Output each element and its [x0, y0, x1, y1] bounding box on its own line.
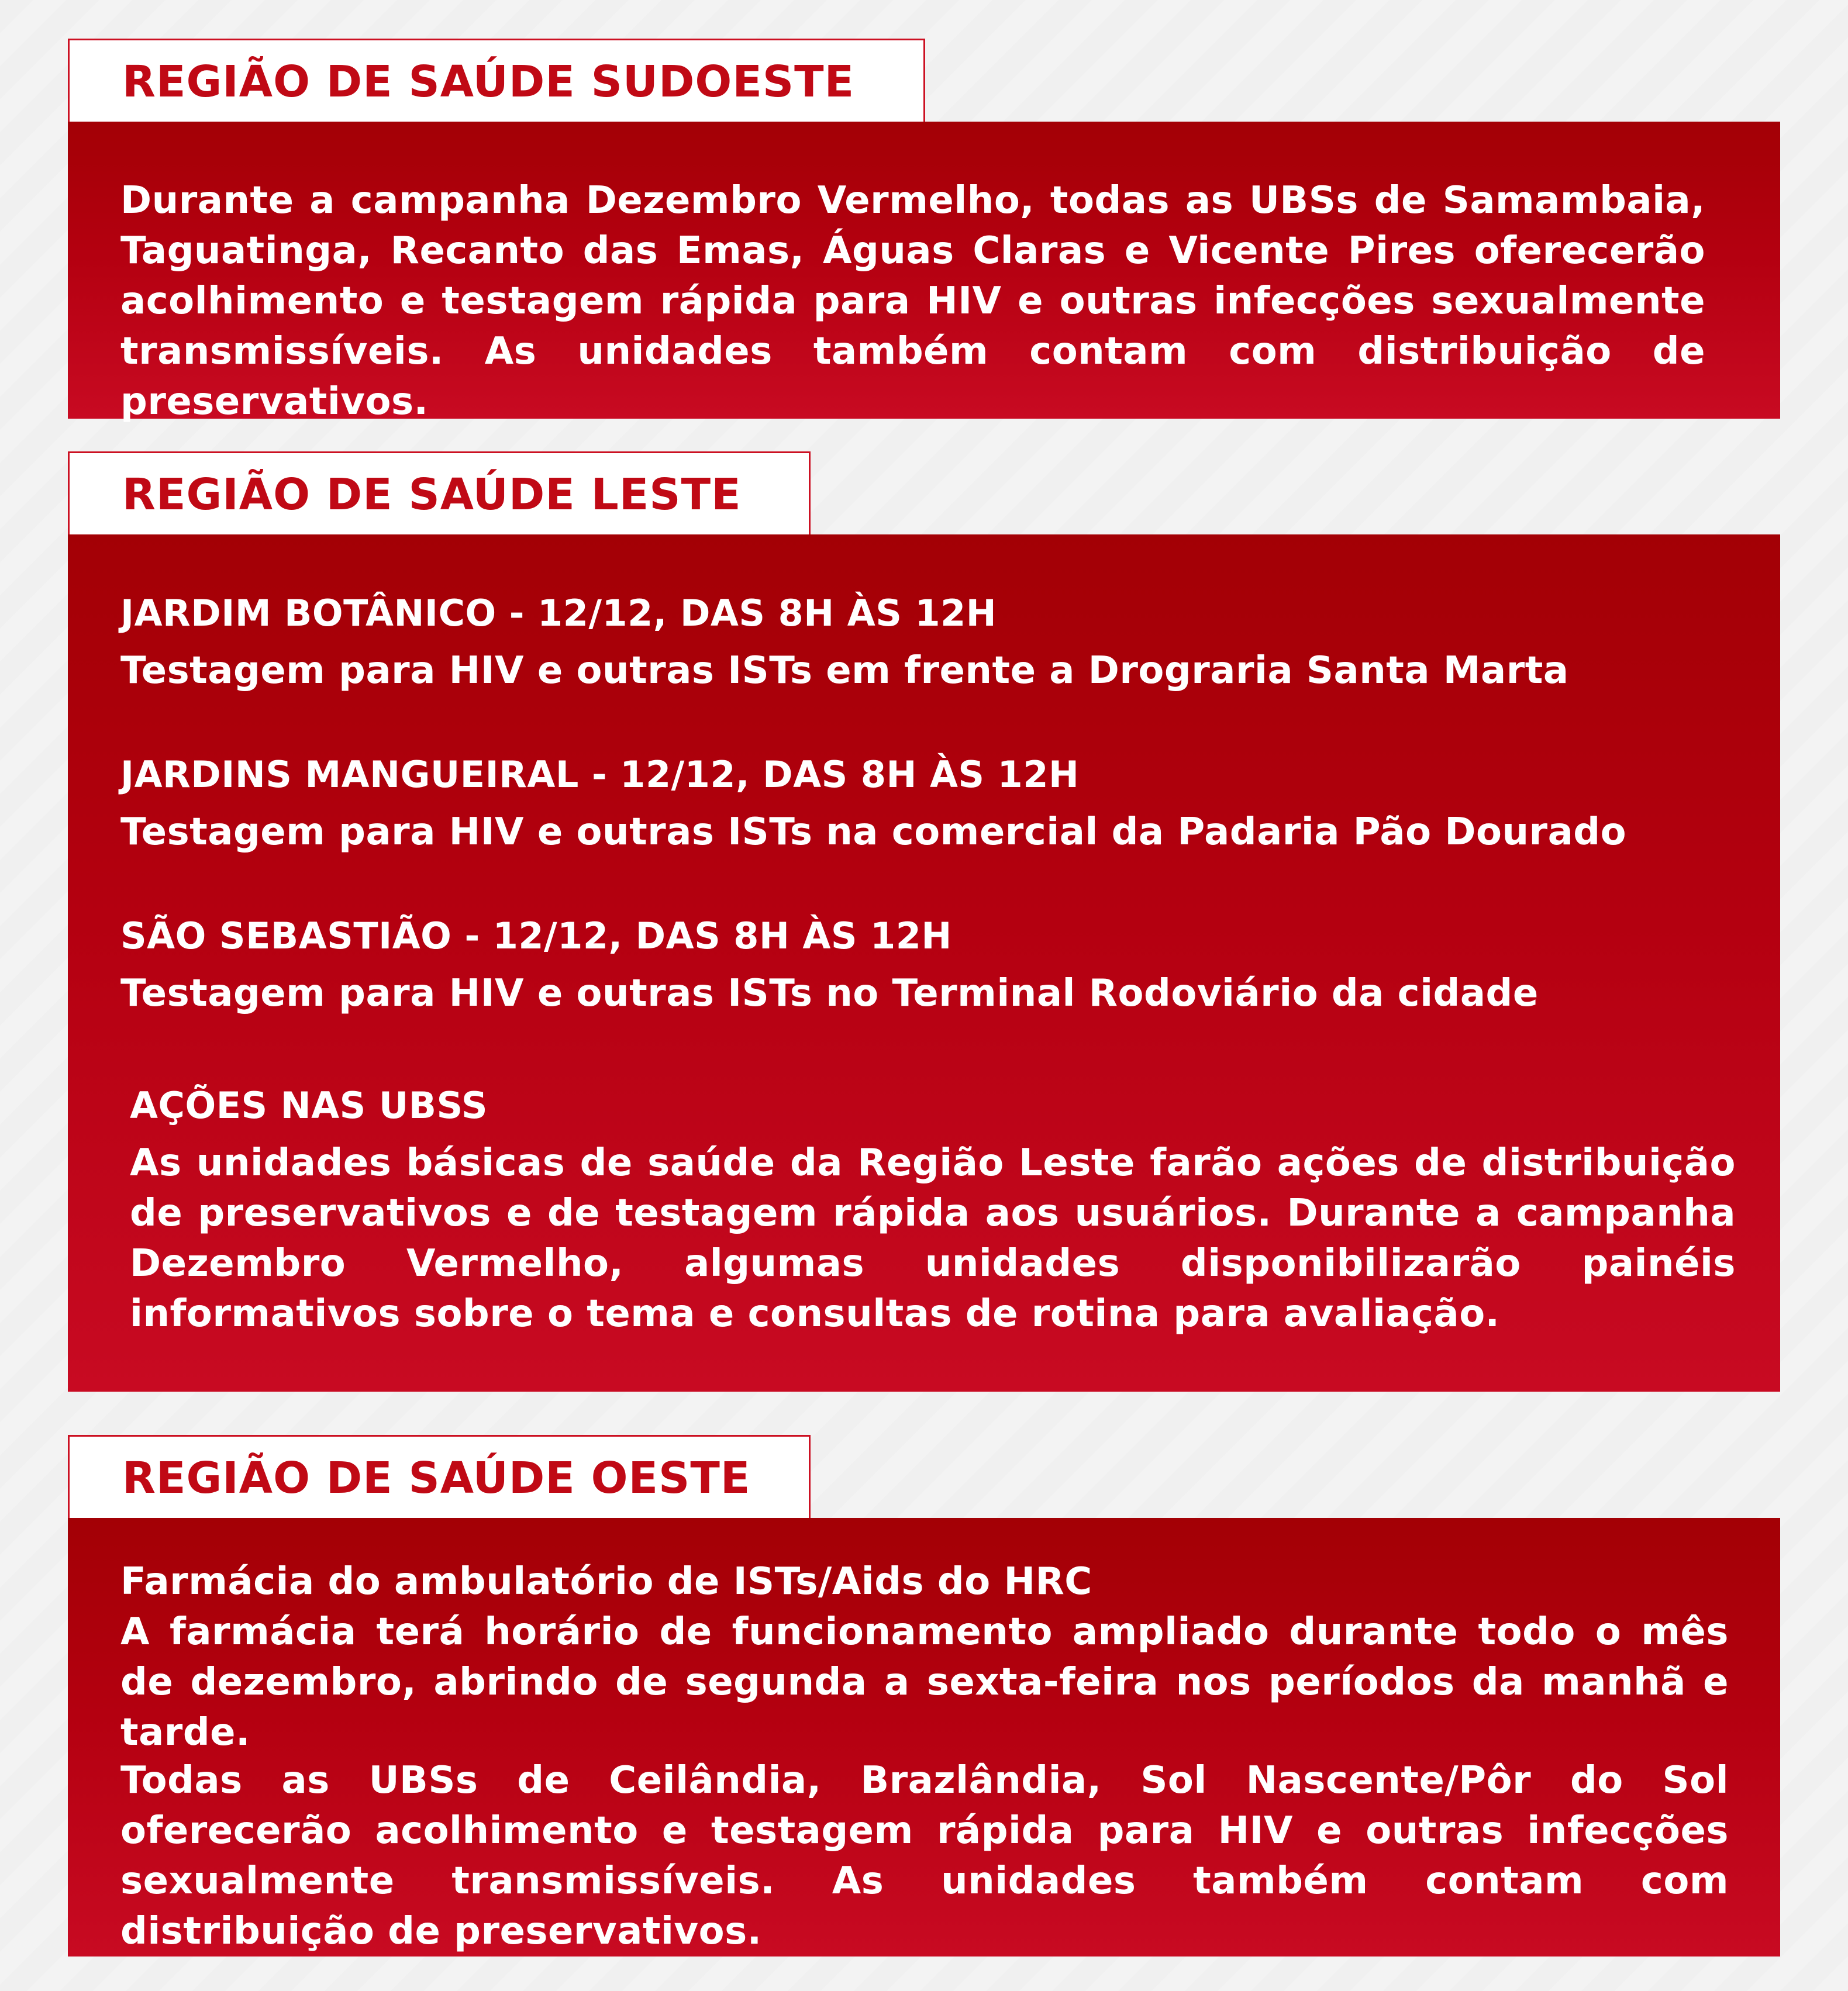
- event-text-sao-sebastiao: Testagem para HIV e outras ISTs no Terminal Rodoviário da cidade: [120, 972, 1539, 1015]
- section-tab-leste: [68, 451, 811, 536]
- section-tab-sudoeste: [68, 39, 925, 123]
- section-body-sudoeste: Durante a campanha Dezembro Vermelho, todas as UBSs de Samambaia, Taguatinga, Recanto das Emas, Águas Claras e Vicente Pires oferecerão acolhimento e testagem rápida para HIV e outras infecções sexualmente transmissíveis. As unidades também contam com distribuição de preservativos.: [120, 179, 1705, 423]
- event-heading-jardins-mangueiral: JARDINS MANGUEIRAL - 12/12, DAS 8H ÀS 12H: [120, 753, 1080, 796]
- section-title-oeste: REGIÃO DE SAÚDE OESTE: [122, 1452, 751, 1503]
- event-heading-jardim-botanico: JARDIM BOTÂNICO - 12/12, DAS 8H ÀS 12H: [120, 592, 997, 634]
- section-title-sudoeste: REGIÃO DE SAÚDE SUDOESTE: [122, 56, 855, 107]
- event-text-jardim-botanico: Testagem para HIV e outras ISTs em frente a Drograria Santa Marta: [120, 649, 1569, 692]
- pharmacy-text: A farmácia terá horário de funcionamento ampliado durante todo o mês de dezembro, abrindo de segunda a sexta-feira nos períodos da manhã e tarde.: [120, 1610, 1729, 1754]
- event-text-jardins-mangueiral: Testagem para HIV e outras ISTs na comercial da Padaria Pão Dourado: [120, 810, 1627, 854]
- section-box-oeste: [68, 1518, 1780, 1957]
- section-box-leste: [68, 534, 1780, 1392]
- section-body-oeste: Todas as UBSs de Ceilândia, Brazlândia, Sol Nascente/Pôr do Sol oferecerão acolhimento e testagem rápida para HIV e outras infecções sexualmente transmissíveis. As unidades também contam com distribuição de preservativos.: [120, 1759, 1729, 1953]
- ubs-actions-text: As unidades básicas de saúde da Região Leste farão ações de distribuição de preservativos e de testagem rápida aos usuários. Durante a campanha Dezembro Vermelho, algumas unidades disponibilizarão painéis informativos sobre o tema e consultas de rotina para avaliação.: [130, 1141, 1736, 1336]
- section-title-leste: REGIÃO DE SAÚDE LESTE: [122, 469, 742, 520]
- section-tab-oeste: [68, 1435, 811, 1519]
- section-box-sudoeste: [68, 122, 1780, 423]
- ubs-actions-heading: AÇÕES NAS UBSS: [130, 1084, 488, 1127]
- pharmacy-heading: Farmácia do ambulatório de ISTs/Aids do HRC: [120, 1560, 1092, 1603]
- event-heading-sao-sebastiao: SÃO SEBASTIÃO - 12/12, DAS 8H ÀS 12H: [120, 915, 952, 957]
